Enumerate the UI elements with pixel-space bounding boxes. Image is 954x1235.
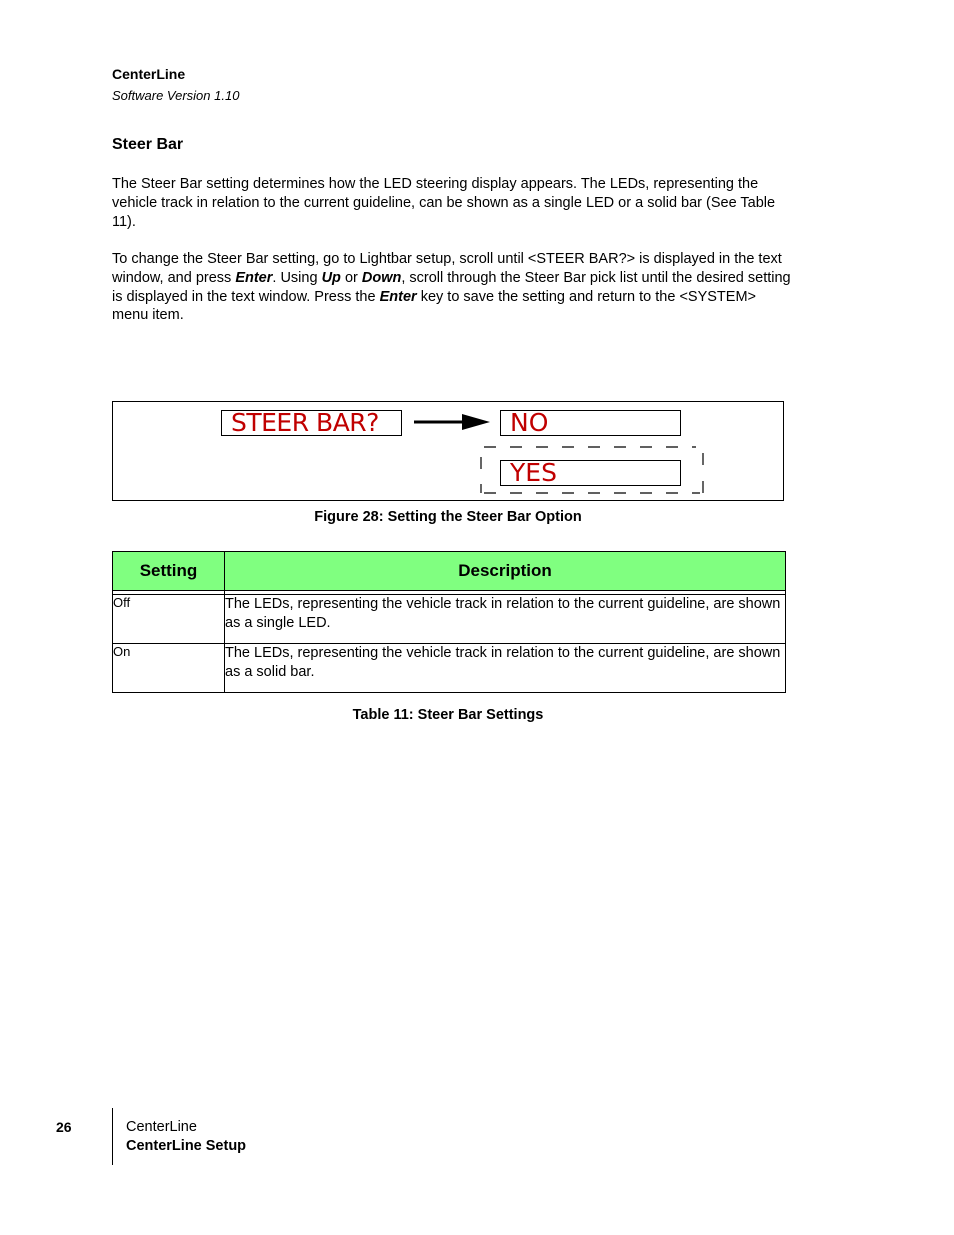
lcd-prompt: STEER BAR? <box>221 410 402 436</box>
key-up: Up <box>321 269 341 286</box>
table-row <box>113 644 786 693</box>
footer-divider <box>112 1108 113 1165</box>
description-cell: The LEDs, representing the vehicle track in relation to the current guideline, are shown as a solid bar. <box>225 644 786 693</box>
lcd-option-yes: YES <box>500 460 681 486</box>
setting-cell: On <box>113 644 225 693</box>
column-header-setting: Setting <box>113 552 225 591</box>
footer-chapter: CenterLine Setup <box>126 1138 247 1154</box>
header-subtitle: Software Version 1.10 <box>112 88 240 103</box>
setting-cell: Off <box>113 595 225 644</box>
steer-bar-settings-table <box>112 551 786 693</box>
header-title: CenterLine <box>112 66 186 82</box>
lcd-option-no: NO <box>500 410 681 436</box>
description-cell: The LEDs, representing the vehicle track in relation to the current guideline, are shown as a single LED. <box>225 595 786 644</box>
table-header-row <box>113 552 786 591</box>
key-enter: Enter <box>235 269 273 286</box>
column-header-description: Description <box>225 552 786 591</box>
table-row <box>113 595 786 644</box>
arrow-right-icon <box>412 412 494 432</box>
text-run: key to save the setting and return to the <SYSTEM> menu item. <box>112 288 756 324</box>
key-down: Down <box>361 269 402 286</box>
paragraph-instructions <box>112 250 792 325</box>
text-run: or <box>340 269 362 286</box>
key-enter: Enter <box>379 288 417 305</box>
text-run: To change the Steer Bar setting, go to Lightbar setup, scroll until <STEER BAR?> is displayed in the text window, and press <box>112 251 782 286</box>
table-caption: Table 11: Steer Bar Settings <box>352 707 544 723</box>
text-run: . Using <box>272 269 322 286</box>
steer-bar-figure <box>112 401 784 501</box>
footer-doc-title: CenterLine <box>126 1119 197 1135</box>
page-number: 26 <box>56 1119 72 1135</box>
figure-caption: Figure 28: Setting the Steer Bar Option <box>314 509 582 525</box>
text-run: , scroll through the Steer Bar pick list until the desired setting is displayed in the text window. Press the <box>112 269 791 305</box>
section-title: Steer Bar <box>112 136 184 153</box>
paragraph-intro: The Steer Bar setting determines how the LED steering display appears. The LEDs, representing the vehicle track in relation to the current guideline, can be shown as a single LED or a solid bar (See Table 11). <box>112 176 776 230</box>
